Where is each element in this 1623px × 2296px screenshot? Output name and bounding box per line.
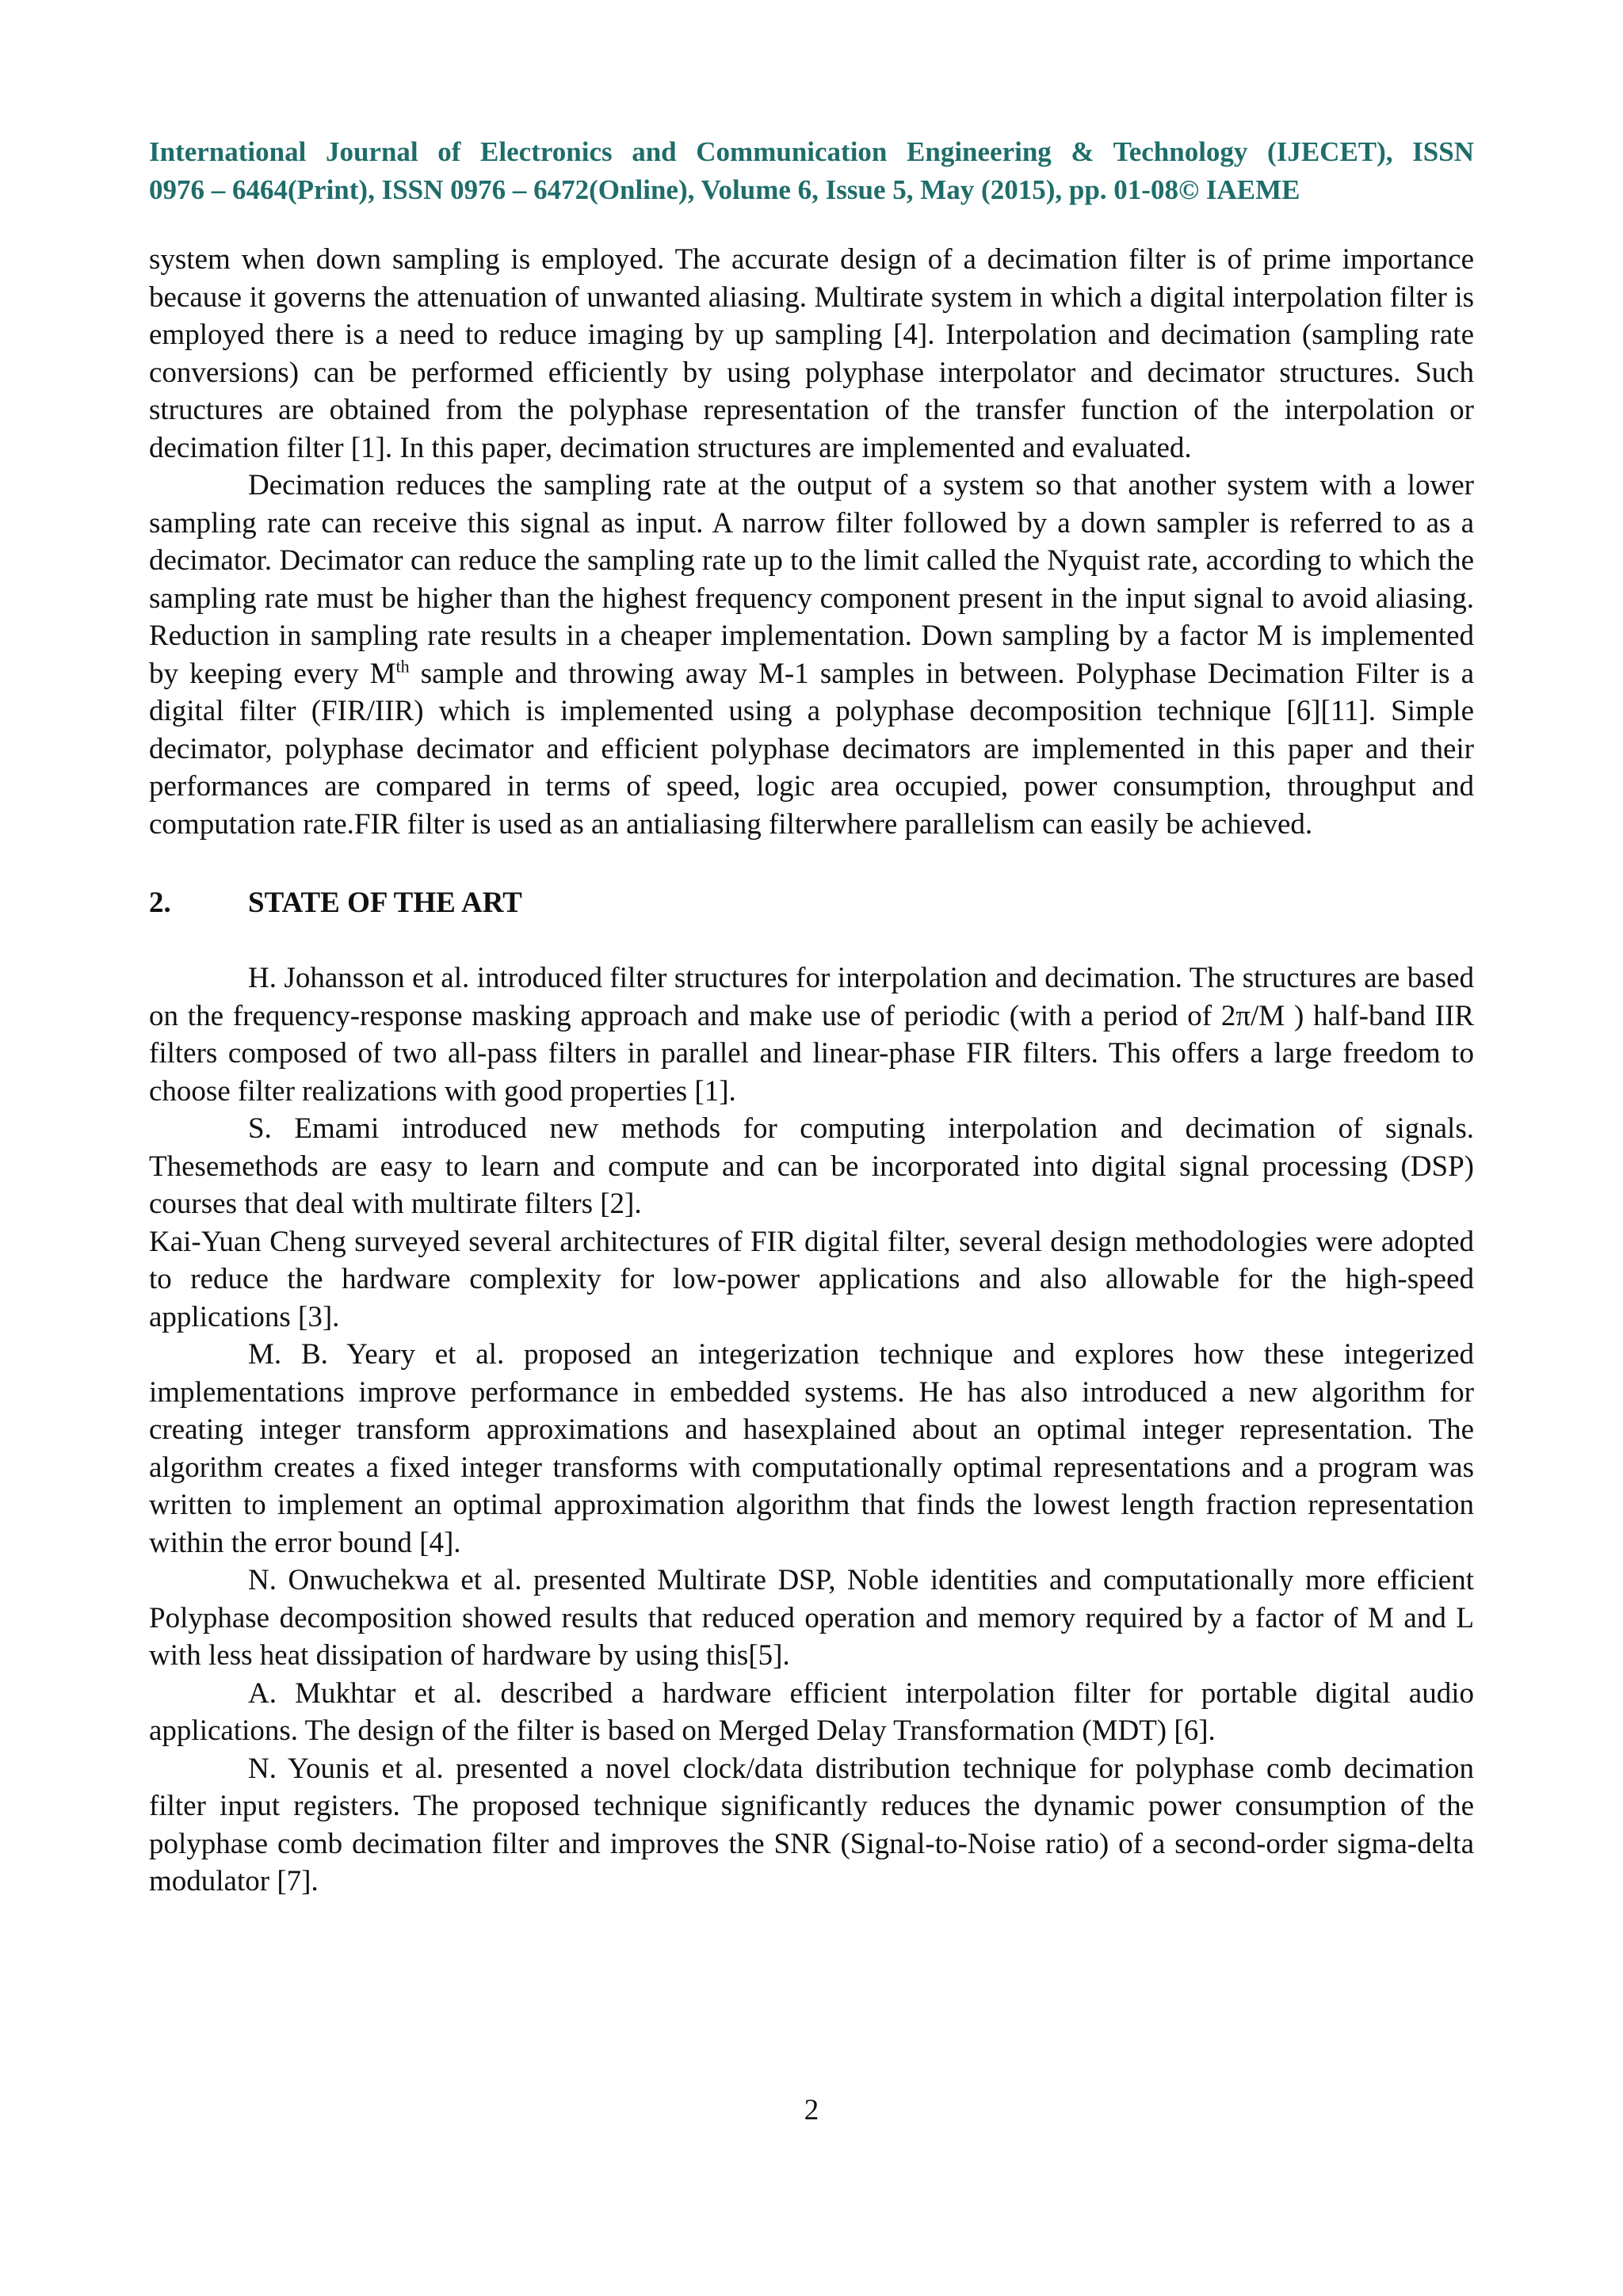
section-number: 2.	[149, 887, 171, 919]
paragraph-ref-mukhtar: A. Mukhtar et al. described a hardware efficient interpolation filter for portable digital audio applications. The design of the filter is based on Merged Delay Transformation (MDT) [6].	[149, 1676, 1474, 1747]
paragraph-ref-johansson: H. Johansson et al. introduced filter structures for interpolation and decimation. The structures are based on the frequency-response masking approach and make use of periodic (with a period of 2π/M ) half-band IIR filters composed of two all-pass filters in parallel and linear-phase FIR filters. This offers a large freedom to choose filter realizations with good properties [1].	[149, 962, 1474, 1108]
journal-header-line-2: 0976 – 6464(Print), ISSN 0976 – 6472(Online), Volume 6, Issue 5, May (2015), pp. 01-08© IAEME	[149, 174, 1300, 205]
journal-header	[149, 133, 1474, 209]
paragraph-decimation-part-2: sample and throwing away M-1 samples in between. Polyphase Decimation Filter is a digital filter (FIR/IIR) which is implemented using a polyphase decomposition technique [6][11]. Simple decimator, polyphase decimator and efficient polyphase decimators are implemented in this paper and their performances are compared in terms of speed, logic area occupied, power consumption, throughput and computation rate.FIR filter is used as an antialiasing filterwhere parallelism can easily be achieved.	[149, 657, 1474, 841]
paragraph-ref-yeary: M. B. Yeary et al. proposed an integerization technique and explores how these integerized implementations improve performance in embedded systems. He has also introduced a new algorithm for creating integer transform approximations and hasexplained about an optimal integer representation. The algorithm creates a fixed integer transforms with computationally optimal representations and a program was written to implement an optimal approximation algorithm that finds the lowest length fraction representation within the error bound [4].	[149, 1338, 1474, 1559]
paragraph-ref-onwuchekwa: N. Onwuchekwa et al. presented Multirate DSP, Noble identities and computationally more efficient Polyphase decomposition showed results that reduced operation and memory required by a factor of M and L with less heat dissipation of hardware by using this[5].	[149, 1564, 1474, 1672]
paragraph-ref-emami: S. Emami introduced new methods for computing interpolation and decimation of signals. Thesemethods are easy to learn and compute and can be incorporated into digital signal processing (DSP) courses that deal with multirate filters [2].	[149, 1112, 1474, 1220]
paragraph-ref-younis: N. Younis et al. presented a novel clock/data distribution technique for polyphase comb decimation filter input registers. The proposed technique significantly reduces the dynamic power consumption of the polyphase comb decimation filter and improves the SNR (Signal-to-Noise ratio) of a second-order sigma-delta modulator [7].	[149, 1752, 1474, 1897]
journal-header-line-1: International Journal of Electronics and Communication Engineering & Technology (IJECET), ISSN	[149, 136, 1474, 167]
paragraph-decimation	[149, 467, 1474, 843]
page-content	[149, 133, 1474, 1901]
page-number: 2	[804, 2094, 819, 2126]
section-heading	[149, 884, 1474, 921]
superscript-th: th	[395, 656, 410, 677]
paragraph-ref-cheng: Kai-Yuan Cheng surveyed several architectures of FIR digital filter, several design methodologies were adopted to reduce the hardware complexity for low-power applications and also allowable for the high-speed applications [3].	[149, 1225, 1474, 1333]
paragraph-decimation-part-1: Decimation reduces the sampling rate at the output of a system so that another system with a lower sampling rate can receive this signal as input. A narrow filter followed by a down sampler is referred to as a decimator. Decimator can reduce the sampling rate up to the limit called the Nyquist rate, according to which the sampling rate must be higher than the highest frequency component present in the input signal to avoid aliasing. Reduction in sampling rate results in a cheaper implementation. Down sampling by a factor M is implemented by keeping every M	[149, 469, 1474, 690]
paragraph-intro-continued: system when down sampling is employed. The accurate design of a decimation filter is of prime importance because it governs the attenuation of unwanted aliasing. Multirate system in which a digital interpolation filter is employed there is a need to reduce imaging by up sampling [4]. Interpolation and decimation (sampling rate conversions) can be performed efficiently by using polyphase interpolator and decimator structures. Such structures are obtained from the polyphase representation of the transfer function of the interpolation or decimation filter [1]. In this paper, decimation structures are implemented and evaluated.	[149, 243, 1474, 464]
section-title: STATE OF THE ART	[248, 887, 522, 919]
